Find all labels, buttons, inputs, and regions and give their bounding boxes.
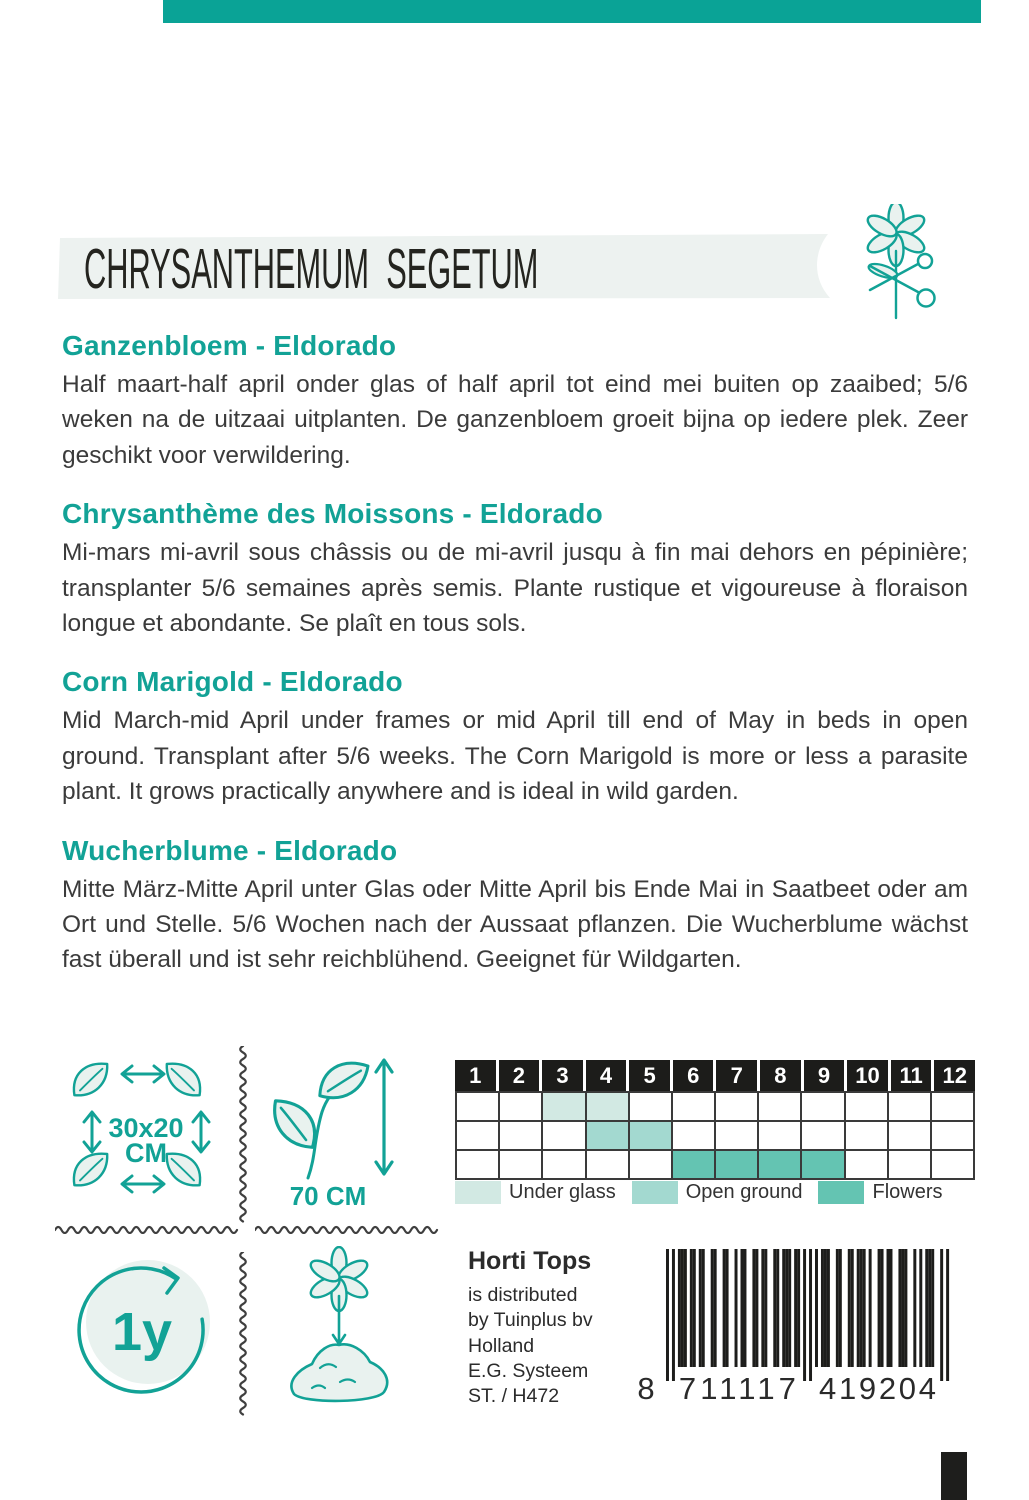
legend-item bbox=[632, 1181, 803, 1204]
calendar-cell bbox=[932, 1093, 973, 1120]
barcode-bar bbox=[869, 1249, 872, 1367]
calendar-cell bbox=[802, 1122, 843, 1149]
barcode-bar bbox=[690, 1249, 693, 1367]
calendar-month-header: 1 bbox=[455, 1060, 496, 1091]
barcode-digits: 419204 bbox=[819, 1371, 936, 1401]
barcode-bar bbox=[860, 1249, 863, 1367]
plant-spacing-icon bbox=[54, 1050, 239, 1220]
calendar-cell bbox=[889, 1093, 930, 1120]
calendar-cell bbox=[889, 1122, 930, 1149]
calendar-cell bbox=[500, 1093, 541, 1120]
page-title: CHRYSANTHEMUM SEGETUM bbox=[84, 237, 539, 301]
barcode-bar bbox=[794, 1249, 797, 1367]
section-body-french: Mi-mars mi-avril sous châssis ou de mi-avril jusqu à fin mai dehors en pépinière; transplanter 5/6 semaines après semis. Plante rustique et vigoureuse à floraison longue et abondante. Se plaît en tous sols. bbox=[62, 539, 968, 638]
annual-cycle-label: 1y bbox=[111, 1302, 173, 1362]
barcode-bar bbox=[773, 1249, 776, 1367]
calendar-cell bbox=[543, 1093, 584, 1120]
barcode-bar bbox=[863, 1249, 866, 1367]
legend-item bbox=[818, 1181, 942, 1204]
legend-swatch bbox=[455, 1181, 501, 1204]
annual-cycle-icon bbox=[66, 1252, 216, 1410]
barcode-bar bbox=[743, 1249, 746, 1367]
barcode-bar bbox=[881, 1249, 884, 1367]
barcode-bar bbox=[878, 1249, 881, 1367]
barcode-bar bbox=[851, 1249, 854, 1367]
calendar-month-header: 8 bbox=[760, 1060, 801, 1091]
section-french bbox=[62, 498, 968, 641]
barcode-bar bbox=[752, 1249, 755, 1367]
calendar-cell bbox=[932, 1151, 973, 1178]
barcode-bar bbox=[741, 1249, 744, 1367]
calendar-cell bbox=[716, 1122, 757, 1149]
calendar-cell bbox=[759, 1151, 800, 1178]
section-english bbox=[62, 666, 968, 809]
distributor-block bbox=[468, 1247, 638, 1409]
calendar-cell bbox=[673, 1093, 714, 1120]
barcode-bar bbox=[887, 1249, 890, 1367]
legend-swatch bbox=[818, 1181, 864, 1204]
calendar-cell bbox=[457, 1122, 498, 1149]
horizontal-wavy-divider bbox=[55, 1222, 239, 1234]
section-heading-english: Corn Marigold - Eldorado bbox=[62, 666, 403, 698]
barcode-bar bbox=[755, 1249, 758, 1367]
calendar-cell bbox=[673, 1151, 714, 1178]
calendar-month-header: 7 bbox=[716, 1060, 757, 1091]
barcode-bar bbox=[913, 1249, 916, 1367]
calendar-cell bbox=[630, 1093, 671, 1120]
distributor-line: E.G. Systeem bbox=[468, 1359, 589, 1382]
calendar-month-header: 10 bbox=[847, 1060, 888, 1091]
spacing-unit-label: CM bbox=[125, 1138, 167, 1168]
spacing-value-label: 30x20 bbox=[108, 1113, 184, 1143]
barcode-bar bbox=[761, 1249, 764, 1367]
barcode-bar bbox=[797, 1249, 800, 1367]
calendar-month-header: 9 bbox=[804, 1060, 845, 1091]
barcode-bar bbox=[711, 1249, 714, 1367]
barcode-bar bbox=[735, 1249, 738, 1367]
barcode-bar bbox=[848, 1249, 851, 1367]
barcode-bar bbox=[940, 1249, 943, 1381]
section-heading-german: Wucherblume - Eldorado bbox=[62, 834, 398, 866]
distributor-line: is distributed bbox=[468, 1284, 578, 1306]
barcode-bar bbox=[925, 1249, 928, 1367]
plant-height-icon bbox=[262, 1046, 402, 1211]
barcode-bar bbox=[931, 1249, 934, 1367]
section-dutch bbox=[62, 330, 968, 473]
calendar-cell bbox=[759, 1093, 800, 1120]
calendar-cell bbox=[543, 1151, 584, 1178]
calendar-legend bbox=[455, 1181, 995, 1204]
vertical-wavy-divider bbox=[237, 1046, 249, 1226]
barcode-bar bbox=[681, 1249, 684, 1367]
barcode-bar bbox=[824, 1249, 827, 1367]
calendar-cell bbox=[587, 1151, 628, 1178]
barcode-bar bbox=[788, 1249, 791, 1367]
barcode-bar bbox=[782, 1249, 785, 1367]
barcode-bar bbox=[785, 1249, 788, 1367]
calendar-month-header: 6 bbox=[673, 1060, 714, 1091]
barcode-bar bbox=[904, 1249, 907, 1367]
calendar-cell bbox=[716, 1093, 757, 1120]
barcode-bar bbox=[678, 1249, 681, 1367]
description-sections bbox=[62, 330, 968, 1003]
barcode-digits: 711117 bbox=[678, 1371, 796, 1401]
distributor-line: Holland bbox=[468, 1334, 535, 1357]
distributor-name: Horti Tops bbox=[468, 1247, 592, 1275]
barcode-bar bbox=[919, 1249, 922, 1367]
section-german bbox=[62, 835, 968, 978]
barcode-bar bbox=[809, 1249, 812, 1381]
ean13-barcode bbox=[630, 1249, 978, 1401]
calendar-cell bbox=[500, 1151, 541, 1178]
calendar-cell bbox=[802, 1151, 843, 1178]
legend-label: Under glass bbox=[509, 1181, 616, 1203]
calendar-cell bbox=[630, 1122, 671, 1149]
calendar-month-header: 12 bbox=[934, 1060, 975, 1091]
top-accent-bar bbox=[163, 0, 981, 23]
barcode-bar bbox=[857, 1249, 860, 1367]
calendar-cell bbox=[457, 1151, 498, 1178]
barcode-bar bbox=[901, 1249, 904, 1367]
calendar-month-header: 11 bbox=[891, 1060, 932, 1091]
section-heading-dutch: Ganzenbloem - Eldorado bbox=[62, 330, 397, 361]
barcode-bar bbox=[803, 1249, 806, 1381]
barcode-bar bbox=[946, 1249, 949, 1381]
barcode-bar bbox=[836, 1249, 839, 1367]
calendar-cell bbox=[802, 1093, 843, 1120]
barcode-bar bbox=[898, 1249, 901, 1367]
calendar-cell bbox=[543, 1122, 584, 1149]
calendar-cell bbox=[932, 1122, 973, 1149]
calendar-cell bbox=[889, 1151, 930, 1178]
legend-swatch bbox=[632, 1181, 678, 1204]
barcode-bar bbox=[726, 1249, 729, 1367]
calendar-cell bbox=[587, 1122, 628, 1149]
barcode-bar bbox=[684, 1249, 687, 1367]
bottom-right-print-mark bbox=[941, 1452, 967, 1500]
section-heading-french: Chrysanthème des Moissons - Eldorado bbox=[62, 498, 603, 530]
sowing-calendar bbox=[455, 1060, 975, 1180]
calendar-cell bbox=[759, 1122, 800, 1149]
cut-flower-icon bbox=[856, 204, 944, 322]
calendar-cell bbox=[500, 1122, 541, 1149]
calendar-month-header: 4 bbox=[586, 1060, 627, 1091]
legend-label: Flowers bbox=[872, 1181, 943, 1203]
distributor-line: by Tuinplus bv bbox=[468, 1309, 593, 1332]
calendar-cell bbox=[846, 1093, 887, 1120]
calendar-month-header: 2 bbox=[499, 1060, 540, 1091]
section-body-dutch: Half maart-half april onder glas of half april tot eind mei buiten op zaaibed; 5/6 weken na de uitzaai uitplanten. De ganzenbloem groeit bijna op iedere plek. Zeer geschikt voor verwildering. bbox=[62, 371, 968, 469]
barcode-bar bbox=[764, 1249, 767, 1367]
barcode-bar bbox=[827, 1249, 830, 1367]
barcode-bar bbox=[672, 1249, 675, 1381]
barcode-bar bbox=[928, 1249, 931, 1367]
calendar-month-header: 3 bbox=[542, 1060, 583, 1091]
height-value-label: 70 CM bbox=[289, 1181, 367, 1211]
calendar-month-header-row bbox=[455, 1060, 975, 1091]
distributor-line: ST. / H472 bbox=[468, 1385, 560, 1408]
calendar-cell bbox=[587, 1093, 628, 1120]
barcode-bar bbox=[666, 1249, 669, 1381]
legend-item bbox=[455, 1181, 616, 1204]
flower-mound-icon bbox=[282, 1246, 397, 1411]
section-body-english: Mid March-mid April under frames or mid April till end of May in beds in open ground. Transplant after 5/6 weeks. The Corn Marigold is more or less a parasite plant. It grows practically anywhere and is ideal in wild garden. bbox=[62, 707, 968, 806]
barcode-bar bbox=[815, 1249, 818, 1367]
barcode-bar bbox=[693, 1249, 696, 1367]
calendar-cell bbox=[846, 1122, 887, 1149]
barcode-bar bbox=[714, 1249, 717, 1367]
barcode-bar bbox=[821, 1249, 824, 1367]
barcode-bar bbox=[699, 1249, 702, 1367]
calendar-cell bbox=[630, 1151, 671, 1178]
barcode-bar bbox=[776, 1249, 779, 1367]
legend-label: Open ground bbox=[685, 1181, 803, 1203]
calendar-month-header: 5 bbox=[629, 1060, 670, 1091]
barcode-bar bbox=[723, 1249, 726, 1367]
barcode-digits: 8 bbox=[637, 1371, 655, 1401]
calendar-cell bbox=[716, 1151, 757, 1178]
calendar-cell bbox=[457, 1093, 498, 1120]
calendar-cell bbox=[673, 1122, 714, 1149]
barcode-bar bbox=[702, 1249, 705, 1367]
section-body-german: Mitte März-Mitte April unter Glas oder Mitte April bis Ende Mai in Saatbeet oder am Ort und Stelle. 5/6 Wochen nach der Aussaat pflanzen. Die Wucherblume wächst fast überall und ist sehr reichblühend. Geeignet für Wildgarten. bbox=[62, 875, 968, 974]
calendar-cell bbox=[846, 1151, 887, 1178]
horizontal-wavy-divider bbox=[255, 1222, 439, 1234]
barcode-bar bbox=[839, 1249, 842, 1367]
calendar-body bbox=[455, 1091, 975, 1180]
barcode-bar bbox=[890, 1249, 893, 1367]
vertical-wavy-divider bbox=[237, 1252, 249, 1420]
